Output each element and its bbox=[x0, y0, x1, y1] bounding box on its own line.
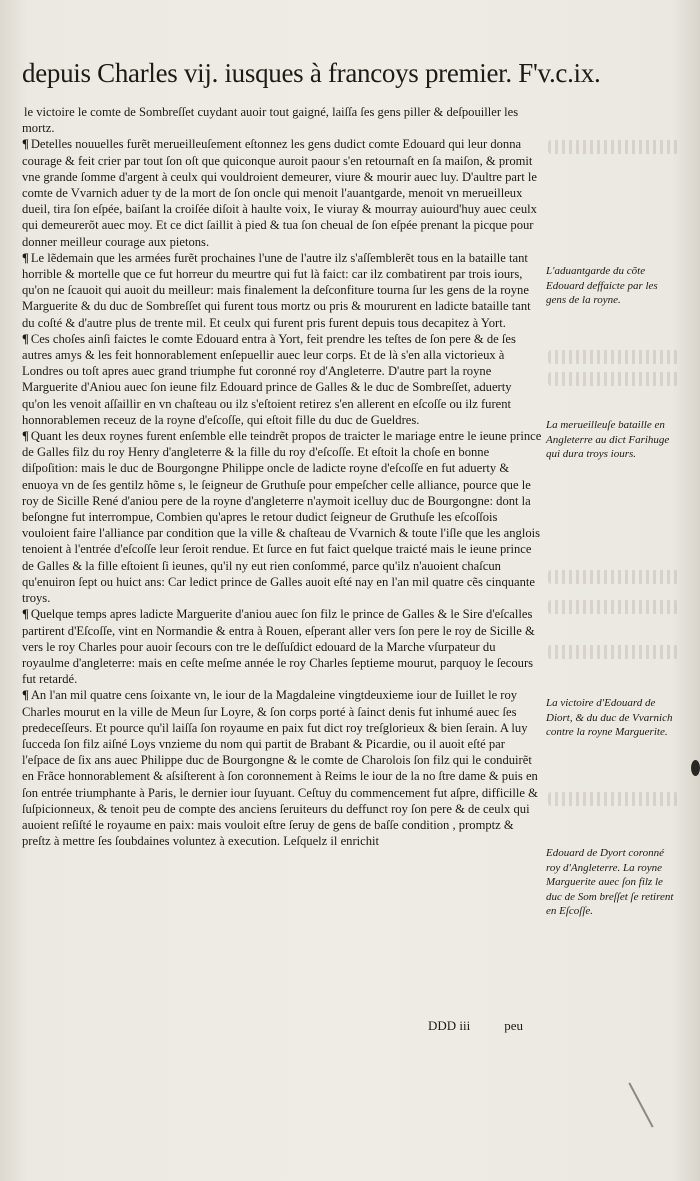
margin-note: L'aduantgarde du cõte Edouard deffaicte par les gens de la royne. bbox=[546, 265, 658, 306]
paragraph-text: Detelles nouuelles furẽt merueilleuſement eſtonnez les gens dudict comte Edouard qui leur donna courage & feit crier par tout ſon oſt que quiconque auroit paour s'en retournaſt en ſa maiſon, & promit vne grande ſomme d'argent à ceulx qui vouldroient demeurer, viure & mourir auec luy. D'aultre part le comte de Vvarnich aduer ty de la mort de ſon oncle qui menoit l'auantgarde, menoit vn merueilleux dueil, tira ſon eſpée, baiſant la croiſée diſoit à haulte voix, Ie viuray & mourray auiourd'huy auec ceulx qui demeurerõt auec moy. Et ce dict ſaillit à pied & tua ſon cheual de ſon eſpée prenant la picque pour donner meilleur courage aux pietons. bbox=[22, 137, 537, 249]
pilcrow-mark: ¶ bbox=[22, 250, 29, 265]
paragraph-text: An l'an mil quatre cens ſoixante vn, le iour de la Magdaleine vingtdeuxieme iour de Iuillet le roy Charles mourut en la ville de Meun ſur Loyre, & ſon corps porté à ſainct denis fut inhumé auec ſes predeceſſeurs. Et pource qu'il laiſſa ſon royaume en paix fut dict roy treſglorieux & bien ſerain. A luy ſucceda ſon filz aiſné Loys vnzieme du nom qui partit de Brabant & Picardie, ou il auoit eſté par l'eſpace de ſix ans auec Philippe duc de Bourgongne & le comte de Charolois ſon filz qui le conduirẽt en Frãce honnorablement & aſsiſterent à ſon coronnement à Reims le iour de la no ſtre dame & puis en ſon entrée triumphante à Paris, le dernier iour ſuyuant. Ceſtuy du commencement fut aſpre, difficille & ſuſpicionneux, & tenoit peu de compte des anciens ſeruiteurs du deffunct roy ſon pere & de ceulx qui auoient reſiſté le royaume en paix: mais vouloit eſtre ſeruy de gens de baſſe condition , promptz & preſtz à mettre ſes ſoubdaines voluntez à execution. Leſquelz il enrichit bbox=[22, 688, 538, 849]
show-through-marks bbox=[548, 570, 678, 584]
ink-blot bbox=[691, 760, 700, 776]
margin-note: La victoire d'Edouard de Diort, & du duc de Vvarnich contre la royne Marguerite. bbox=[546, 697, 673, 738]
running-header: depuis Charles vij. iusques à francoys premier. F'v.c.ix. bbox=[22, 58, 601, 88]
paragraph-text: Quant les deux roynes furent enſemble elle teindrẽt propos de traicter le mariage entre le ieune prince de Galles filz du roy Henry d'angleterre & la fille du roy d'eſcoſſe. Et eſtoit la choſe en bonne diſpoſition: mais le duc de Bourgongne Philippe oncle de ladicte royne d'eſcoſſe en fut aduerty & enuoya vn de ſes gentilz hõme s, le ſeigneur de Gruthuſe pour empeſcher celle alliance, pource que le roy de Sicille René d'aniou pere de la royne d'angleterre n'aymoit icelluy duc de Bourgongne: dont la beſongne fut interrompue, Combien qu'apres le retour dudict ſeigneur de Gruthuſe les eſcoſſois vouloient faire l'alliance par condition que la ville & chaſteau de Vvarnich & toute l'iſle que les anglois tenoient à l'entrée d'eſcoſſe leur ſeroit rendue. Et ſurce en fut faict quelque traicté mais le ieune prince de Galles & la fille eſtoient ſi ieunes, qu'il ny eut rien conſommé, parce qu'ilz n'auoient chaſcun qu'enuiron ſept ou huict ans: Car ledict prince de Galles auoit eſté nay en l'an mil quatre cẽs cinquante troys. bbox=[22, 429, 542, 606]
paragraph bbox=[22, 606, 542, 687]
pilcrow-mark: ¶ bbox=[22, 429, 29, 444]
paragraph bbox=[22, 687, 542, 849]
pilcrow-mark: ¶ bbox=[22, 331, 29, 346]
pen-stroke bbox=[628, 1082, 653, 1127]
show-through-marks bbox=[548, 140, 678, 154]
show-through-marks bbox=[548, 600, 678, 614]
margin-note: La merueilleuſe bataille en Angleterre au dict Farihuge qui dura troys iours. bbox=[546, 419, 670, 460]
paragraph-text: Quelque temps apres ladicte Marguerite d'aniou auec ſon filz le prince de Galles & le Sire d'eſcalles partirent d'Eſcoſſe, vint en Normandie & entra à Rouen, eſperant aller vers ſon pere le roy de Sicille & vers le roy Charles pour auoir ſecours con tre le deſſuſdict edouard de la Marche vſurpateur du royaulme d'angleterre: mais en ceſte meſme année le roy Charles ſeptieme mourut, parquoy le ſecours fut retardé. bbox=[22, 607, 535, 687]
catchword: peu bbox=[504, 1018, 524, 1033]
paragraph bbox=[22, 250, 542, 331]
show-through-marks bbox=[548, 372, 678, 386]
signature-mark: DDD iii bbox=[428, 1018, 471, 1033]
signature-line bbox=[428, 1018, 548, 1034]
paragraph bbox=[22, 136, 542, 249]
paragraph bbox=[22, 331, 542, 428]
show-through-marks bbox=[548, 645, 678, 659]
main-text-column bbox=[22, 104, 542, 849]
show-through-marks bbox=[548, 792, 678, 806]
paragraph-text: le victoire le comte de Sombreſſet cuydant auoir tout gaigné, laiſſa ſes gens piller & deſpouiller les mortz. bbox=[22, 105, 519, 136]
pilcrow-mark: ¶ bbox=[22, 137, 29, 152]
paragraph bbox=[22, 104, 542, 136]
show-through-marks bbox=[548, 350, 678, 364]
pilcrow-mark: ¶ bbox=[22, 607, 29, 622]
paragraph bbox=[22, 428, 542, 606]
paragraph-text: Ces choſes ainſi faictes le comte Edouard entra à Yort, feit prendre les teſtes de ſon pere & de ſes autres amys & les feit honnorablement enſepuellir auec leur corps. Et de là s'en alla victorieux à Londres ou toſt apres auec grand triumphe fut coronné roy d'Angleterre. D'autre part la royne Marguerite d'Aniou auec ſon ieune filz Edouard prince de Galles & le duc de Sombreſſet, aduerty qu'on les venoit aſſaillir en vn chaſteau ou ilz s'eſtoient retirez s'en allerent en eſcoſſe ou ilz furent honnorablemen receuz de la royne d'eſcoſſe, qui eſtoit fille du duc de Gueldres. bbox=[22, 331, 516, 427]
paragraph-text: Le lẽdemain que les armées furẽt prochaines l'une de l'autre ilz s'aſſemblerẽt tous en la bataille tant horrible & mortelle que ce fut horreur du meurtre qui fut là faict: car ilz combatirent par trois iours, qu'on ne ſcauoit qui auoit du meilleur: mais finalement la deſconfiture tourna ſur les gens de la royne Marguerite & du duc de Sombreſſet qui furent tous mortz ou pris & moururent en ladicte bataille tant du coſté & d'autre plus de trente mil. Et ceulx qui furent pris furent depuis tous decapitez à Yort. bbox=[22, 250, 531, 330]
pilcrow-mark: ¶ bbox=[22, 688, 29, 703]
margin-note: Edouard de Dyort coronné roy d'Angleterre. La royne Marguerite auec ſon filz le duc de Som breſſet ſe retirent en Eſcoſſe. bbox=[546, 847, 674, 917]
